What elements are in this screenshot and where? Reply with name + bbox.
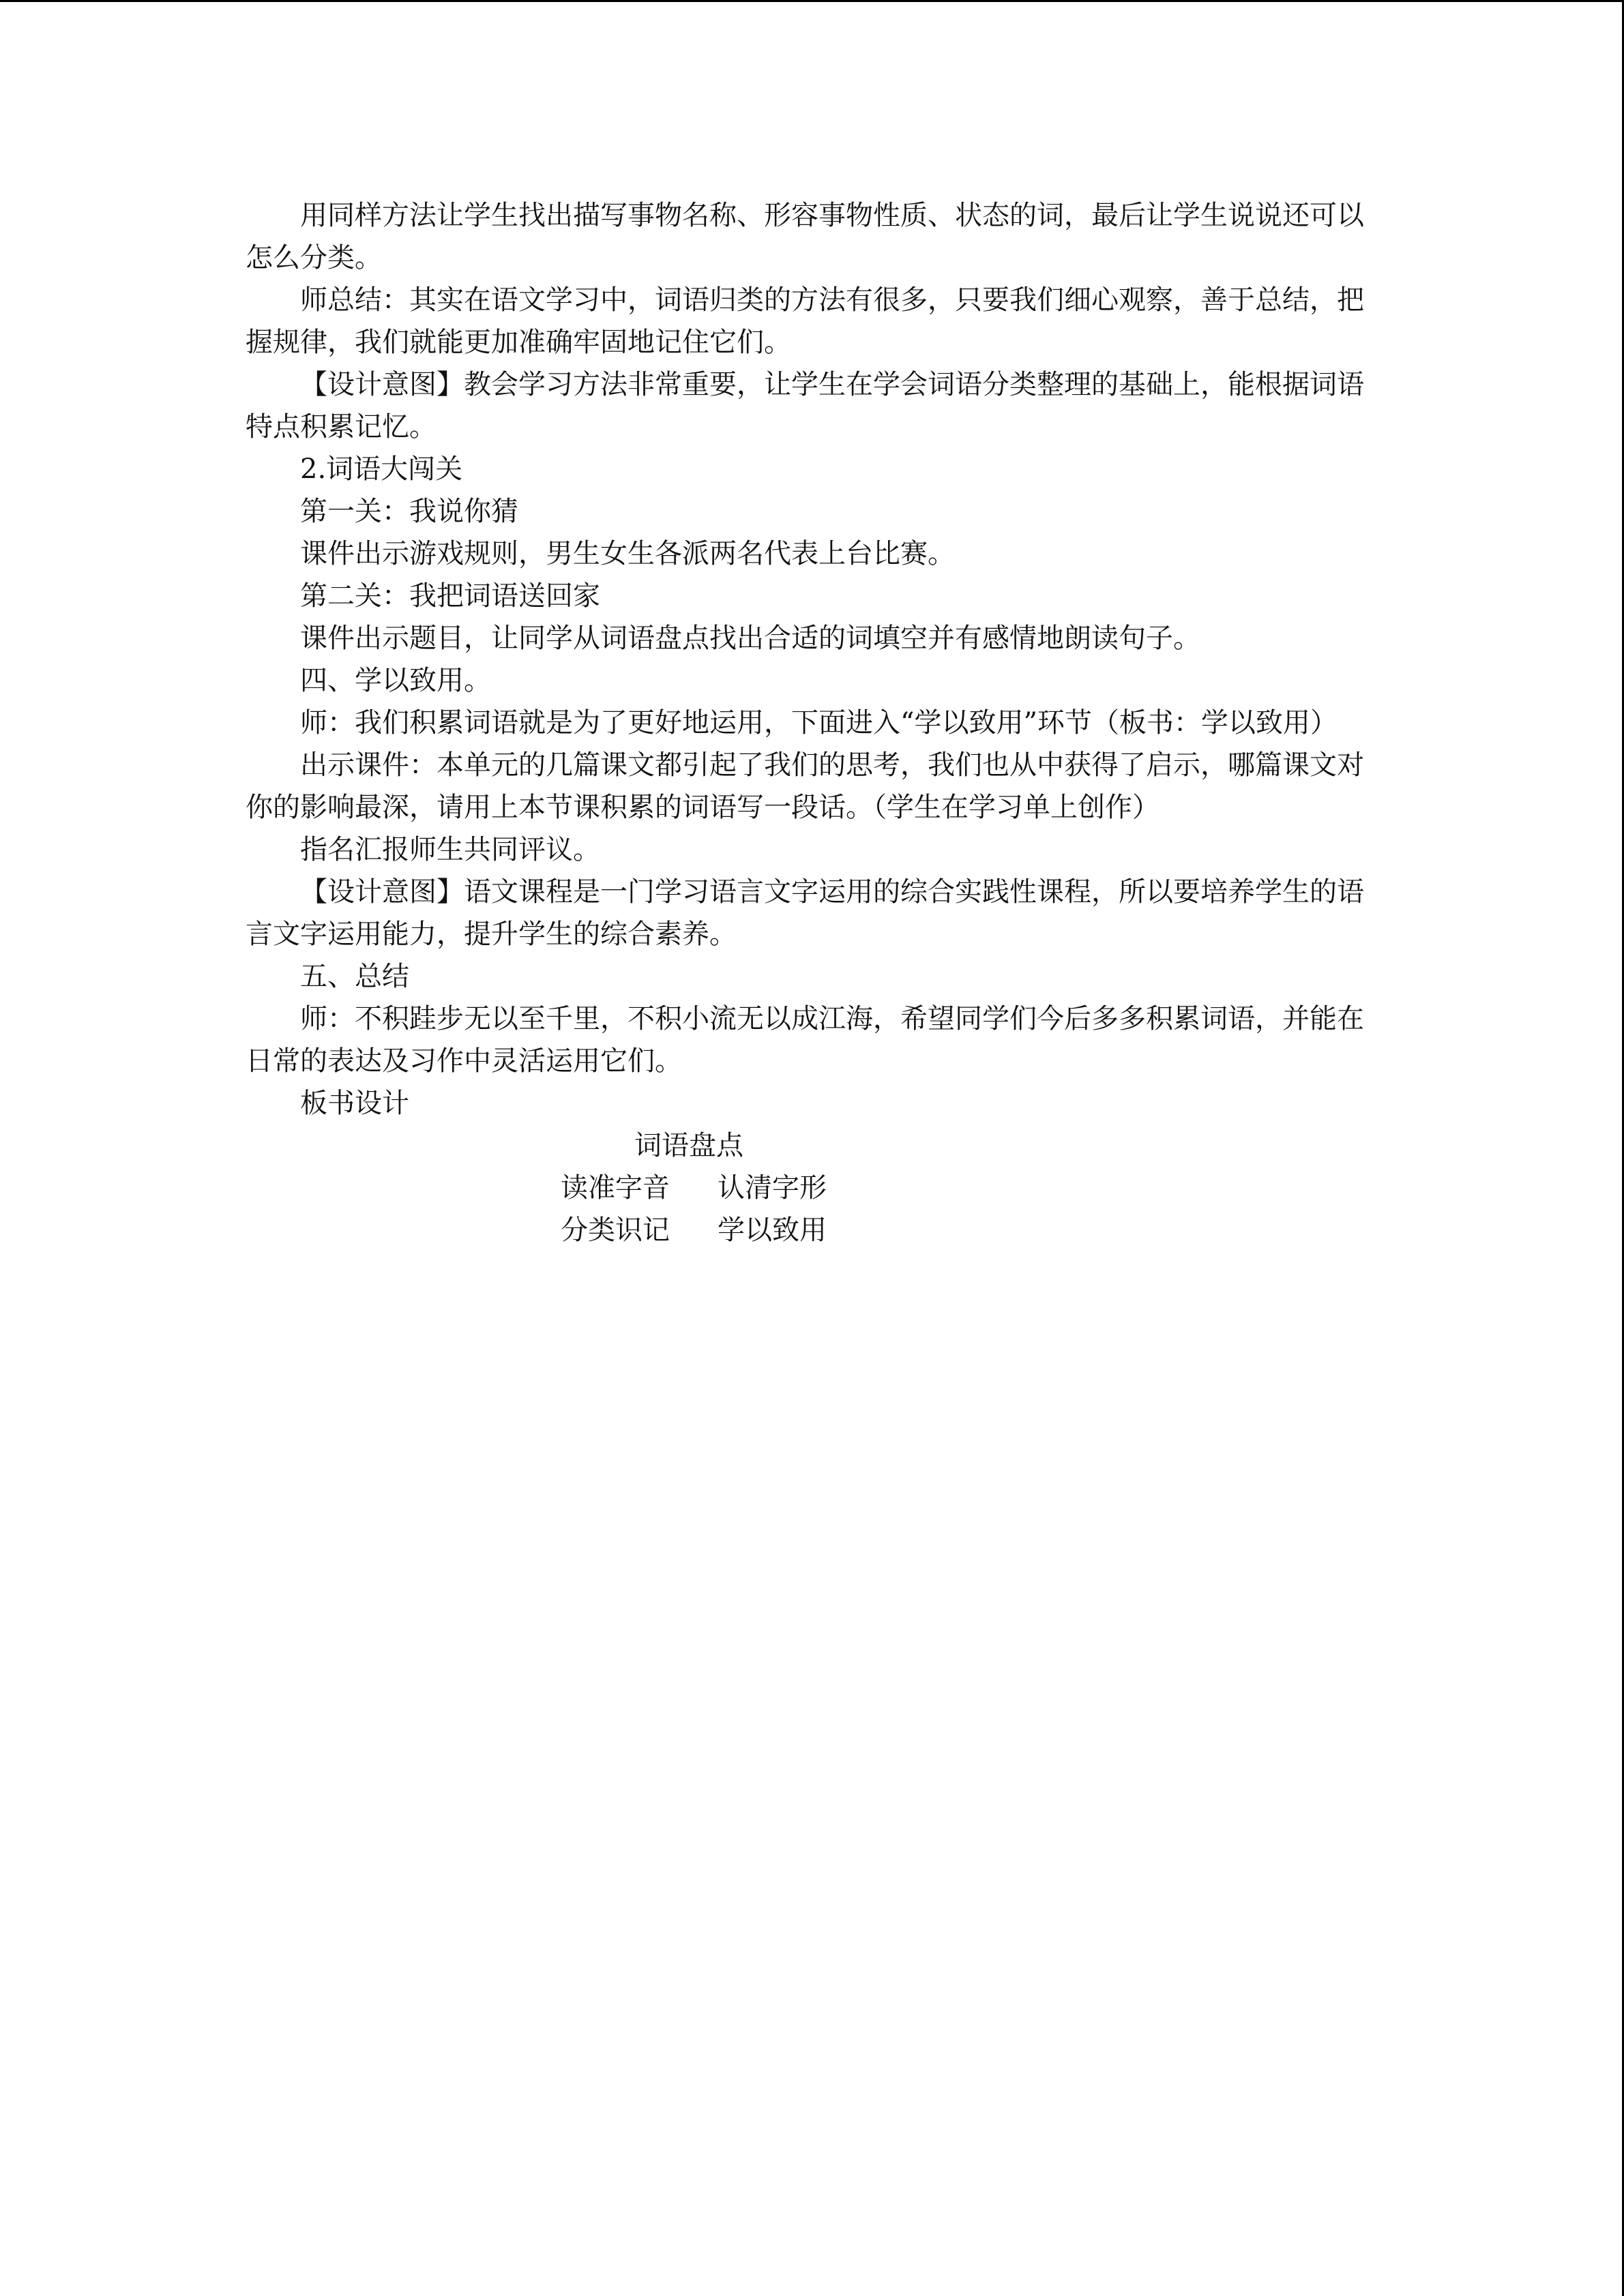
document-body (246, 194, 1364, 1251)
paragraph-report-review: 指名汇报师生共同评议。 (300, 834, 600, 865)
paragraph-design-intent-2: 【设计意图】语文课程是一门学习语言文字运用的综合实践性课程，所以要培养学生的语言文字运用能力，提升学生的综合素养。 (246, 876, 1364, 950)
board-row-1 (246, 1167, 1364, 1209)
board-item-read-pronunciation: 读准字音 (561, 1172, 670, 1204)
heading-apply: 四、学以致用。 (300, 665, 491, 696)
paragraph-fill-blank: 课件出示题目，让同学从词语盘点找出合适的词填空并有感情地朗读句子。 (300, 623, 1200, 654)
paragraph-game-rules: 课件出示游戏规则，男生女生各派两名代表上台比赛。 (300, 538, 955, 569)
heading-level-one: 第一关：我说你猜 (300, 496, 518, 527)
board-design (246, 1124, 1364, 1251)
board-item-apply: 学以致用 (718, 1214, 827, 1246)
board-title: 词语盘点 (634, 1130, 743, 1161)
heading-summary: 五、总结 (300, 961, 409, 992)
paragraph-classify-method: 用同样方法让学生找出描写事物名称、形容事物性质、状态的词，最后让学生说说还可以怎么分类。 (246, 200, 1364, 273)
heading-word-challenge: 2.词语大闯关 (300, 453, 463, 485)
paragraph-closing: 师：不积跬步无以至千里，不积小流无以成江海，希望同学们今后多多积累词语，并能在日常的表达及习作中灵活运用它们。 (246, 1003, 1364, 1077)
board-row-2 (246, 1209, 1364, 1251)
board-item-recognize-shape: 认清字形 (718, 1172, 827, 1204)
paragraph-teacher-summary: 师总结：其实在语文学习中，词语归类的方法有很多，只要我们细心观察，善于总结，把握规律，我们就能更加准确牢固地记住它们。 (246, 284, 1364, 358)
paragraph-courseware-writing: 出示课件：本单元的几篇课文都引起了我们的思考，我们也从中获得了启示，哪篇课文对你的影响最深，请用上本节课积累的词语写一段话。（学生在学习单上创作） (246, 749, 1364, 823)
paragraph-apply-intro: 师：我们积累词语就是为了更好地运用，下面进入“学以致用”环节（板书：学以致用） (300, 707, 1338, 739)
paragraph-design-intent-1: 【设计意图】教会学习方法非常重要，让学生在学会词语分类整理的基础上，能根据词语特点积累记忆。 (246, 369, 1364, 443)
heading-level-two: 第二关：我把词语送回家 (300, 580, 600, 612)
board-item-classify-memorize: 分类识记 (561, 1214, 670, 1246)
heading-board-design: 板书设计 (300, 1088, 409, 1119)
